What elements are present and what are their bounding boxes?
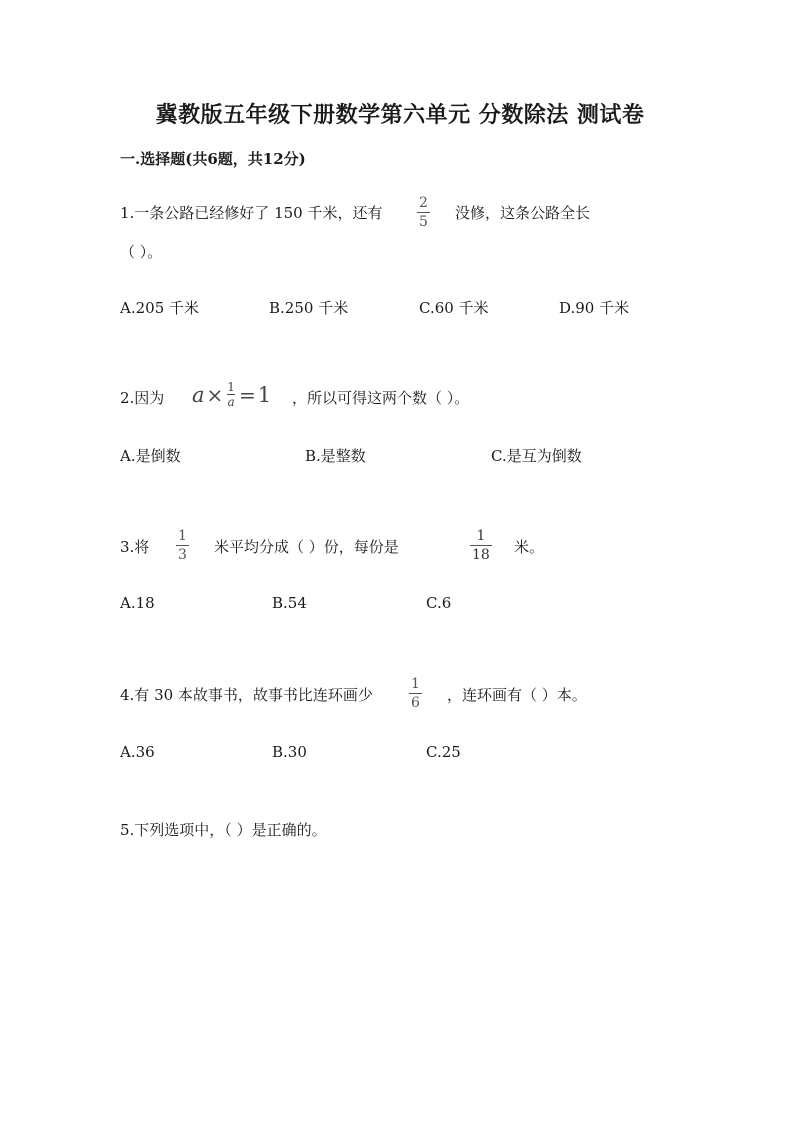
fraction-denominator: 6: [411, 695, 420, 711]
question-4-option-b: B.30: [272, 743, 307, 761]
question-3-fraction: [176, 529, 189, 562]
question-1-answer-blank: （ ）。: [120, 243, 163, 261]
question-2-text: 2.因为: [120, 389, 165, 407]
question-4-option-a: A.36: [120, 743, 155, 761]
fraction-numerator: 1: [411, 676, 420, 692]
fraction-denominator: 3: [178, 547, 187, 563]
question-3-option-a: A.18: [120, 594, 155, 612]
question-1-fraction: [417, 196, 430, 229]
question-5-text: 5.下列选项中，（ ）是正确的。: [120, 821, 327, 839]
question-3-option-c: C.6: [426, 594, 452, 612]
fraction-denominator: 18: [472, 547, 490, 563]
page-title: 冀教版五年级下册数学第六单元 分数除法 测试卷: [155, 102, 645, 128]
question-1-option-d: D.90 千米: [559, 299, 630, 317]
section-heading: 一.选择题(共6题，共12分): [120, 150, 306, 168]
formula-fraction-numerator: 1: [227, 380, 235, 394]
formula-variable: a: [192, 382, 205, 407]
fraction-numerator: 1: [178, 528, 187, 544]
question-4-option-c: C.25: [426, 743, 461, 761]
formula-rhs: 1: [257, 382, 272, 407]
question-3-option-b: B.54: [272, 594, 307, 612]
fraction-denominator: 5: [419, 214, 428, 230]
question-2-option-c: C.是互为倒数: [491, 447, 582, 465]
question-2-option-a: A.是倒数: [120, 447, 181, 465]
question-1-text: 1.一条公路已经修好了 150 千米，还有: [120, 204, 383, 222]
question-4-fraction: [409, 677, 422, 710]
question-1-option-a: A.205 千米: [120, 299, 199, 317]
question-1-option-b: B.250 千米: [269, 299, 349, 317]
question-3-text: 3.将: [120, 538, 150, 556]
question-3-fraction-2: [470, 529, 492, 562]
question-3-text-after: 米。: [514, 538, 545, 556]
question-3-text-mid: 米平均分成（ ）份，每份是: [214, 538, 399, 556]
question-1-text-after: 没修，这条公路全长: [455, 204, 591, 222]
question-2-formula: [192, 381, 271, 408]
formula-equals: =: [238, 382, 256, 407]
fraction-numerator: 2: [419, 195, 428, 211]
fraction-numerator: 1: [476, 528, 486, 544]
formula-fraction-denominator: a: [227, 395, 235, 409]
formula-fraction: [227, 381, 235, 408]
formula-times: ×: [206, 382, 224, 407]
question-2-text-after: ，所以可得这两个数（ ）。: [292, 389, 470, 407]
question-4-text: 4.有 30 本故事书，故事书比连环画少: [120, 686, 373, 704]
question-2-option-b: B.是整数: [305, 447, 366, 465]
question-1-option-c: C.60 千米: [419, 299, 489, 317]
question-4-text-after: ，连环画有（ ）本。: [447, 686, 587, 704]
